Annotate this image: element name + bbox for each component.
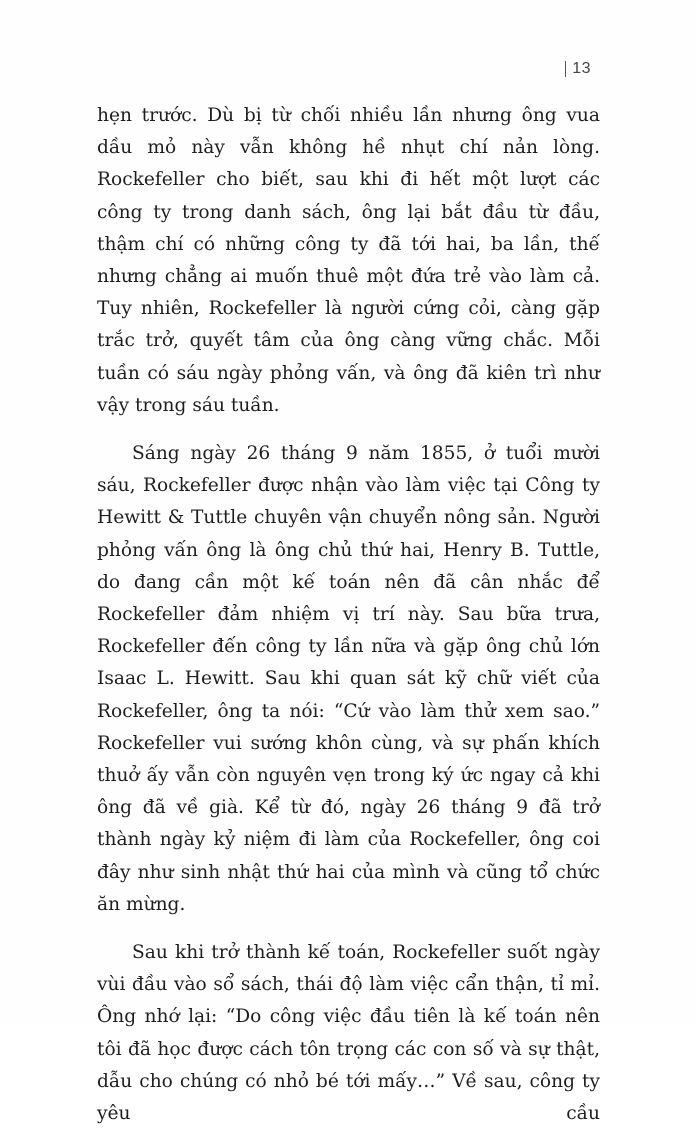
body-text bbox=[97, 100, 600, 1146]
page-number-divider bbox=[565, 61, 566, 77]
paragraph-1: hẹn trước. Dù bị từ chối nhiều lần nhưng ông vua dầu mỏ này vẫn không hề nhụt chí nản lòng. Rockefeller cho biết, sau khi đi hết một lượt các công ty trong danh sách, ông lại bắt đầu từ đầu, thậm chí có những công ty đã tới hai, ba lần, thế nhưng chẳng ai muốn thuê một đứa trẻ vào làm cả. Tuy nhiên, Rockefeller là người cứng cỏi, càng gặp trắc trở, quyết tâm của ông càng vững chắc. Mỗi tuần có sáu ngày phỏng vấn, và ông đã kiên trì như vậy trong sáu tuần. bbox=[97, 105, 600, 416]
page-number: 13 bbox=[572, 60, 591, 77]
paragraph-2: Sáng ngày 26 tháng 9 năm 1855, ở tuổi mười sáu, Rockefeller được nhận vào làm việc tại Công ty Hewitt & Tuttle chuyên vận chuyển nông sản. Người phỏng vấn ông là ông chủ thứ hai, Henry B. Tuttle, do đang cần một kế toán nên đã cân nhắc để Rockefeller đảm nhiệm vị trí này. Sau bữa trưa, Rockefeller đến công ty lần nữa và gặp ông chủ lớn Isaac L. Hewitt. Sau khi quan sát kỹ chữ viết của Rockefeller, ông ta nói: “Cứ vào làm thử xem sao.” Rockefeller vui sướng khôn cùng, và sự phấn khích thuở ấy vẫn còn nguyên vẹn trong ký ức ngay cả khi ông đã về già. Kể từ đó, ngày 26 tháng 9 đã trở thành ngày kỷ niệm đi làm của Rockefeller, ông coi đây như sinh nhật thứ hai của mình và cũng tổ chức ăn mừng. bbox=[97, 443, 600, 915]
paragraph-3: Sau khi trở thành kế toán, Rockefeller suốt ngày vùi đầu vào sổ sách, thái độ làm việc cẩn thận, tỉ mỉ. Ông nhớ lại: “Do công việc đầu tiên là kế toán nên tôi đã học được cách tôn trọng các con số và sự thật, dẫu cho chúng có nhỏ bé tới mấy…” Về sau, công ty yêu cầu bbox=[97, 942, 600, 1125]
page-number-header bbox=[565, 60, 591, 78]
